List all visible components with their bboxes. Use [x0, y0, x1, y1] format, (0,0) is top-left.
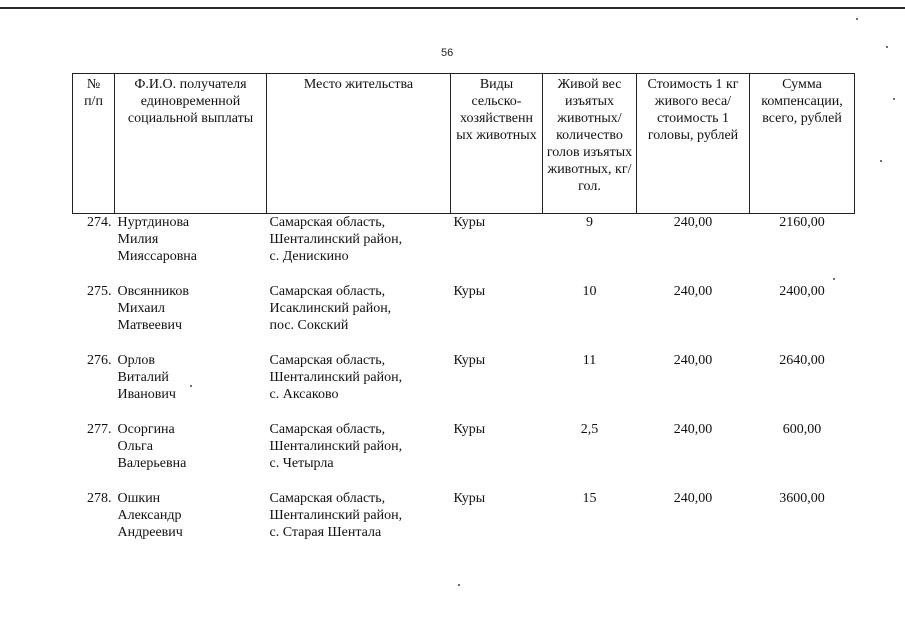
- recipient-name: Ошкин Александр Андреевич: [117, 491, 183, 540]
- scan-speck: [833, 278, 835, 280]
- recipient-name: Нуртдинова Милия Мияссаровна: [117, 215, 198, 264]
- residence: Самарская область, Шенталинский район, с. Денискино: [269, 215, 403, 264]
- recipient-name: Осоргина Ольга Валерьевна: [117, 422, 187, 471]
- page-number: 56: [441, 47, 454, 59]
- residence: Самарская область, Шенталинский район, с. Четырла: [269, 422, 403, 471]
- live-weight: 2,5: [580, 422, 599, 437]
- scan-speck: [190, 385, 192, 387]
- scan-speck: [458, 584, 460, 586]
- animal-type: Куры: [453, 353, 486, 368]
- scan-speck: [856, 18, 858, 20]
- compensation-sum: 600,00: [782, 422, 822, 437]
- compensation-sum: 2160,00: [779, 215, 825, 230]
- live-weight: 11: [582, 353, 597, 368]
- unit-price: 240,00: [673, 353, 713, 368]
- row-number: 274.: [87, 215, 112, 230]
- live-weight: 10: [582, 284, 597, 299]
- unit-price: 240,00: [673, 215, 713, 230]
- recipient-name: Орлов Виталий Иванович: [117, 353, 176, 402]
- unit-price: 240,00: [673, 284, 713, 299]
- header-live-weight: Живой вес изъятых животных/ количество голов изъятых животных, кг/гол.: [543, 74, 637, 214]
- header-residence: Место жительства: [267, 74, 451, 214]
- compensation-sum: 2400,00: [779, 284, 825, 299]
- header-number: № п/п: [73, 74, 115, 214]
- header-animal-type: Виды сельско-хозяйственн ых животных: [451, 74, 543, 214]
- header-recipient-name: Ф.И.О. получателя единовременной социальной выплаты: [115, 74, 267, 214]
- animal-type: Куры: [453, 284, 486, 299]
- residence: Самарская область, Исаклинский район, пос. Сокский: [269, 284, 392, 333]
- row-number: 277.: [87, 422, 112, 437]
- scan-speck: [880, 160, 882, 162]
- header-unit-price: Стоимость 1 кг живого веса/стоимость 1 головы, рублей: [637, 74, 750, 214]
- row-number: 276.: [87, 353, 112, 368]
- table-row: [73, 490, 855, 559]
- recipient-name: Овсянников Михаил Матвеевич: [117, 284, 189, 333]
- compensation-table: [72, 73, 855, 559]
- live-weight: 9: [586, 215, 593, 230]
- residence: Самарская область, Шенталинский район, с. Старая Шентала: [269, 491, 403, 540]
- table-row: [73, 421, 855, 490]
- residence: Самарская область, Шенталинский район, с. Аксаково: [269, 353, 403, 402]
- scan-speck: [886, 46, 888, 48]
- scan-border-line: [0, 7, 905, 9]
- table-row: [73, 283, 855, 352]
- animal-type: Куры: [453, 491, 486, 506]
- unit-price: 240,00: [673, 491, 713, 506]
- animal-type: Куры: [453, 215, 486, 230]
- live-weight: 15: [582, 491, 597, 506]
- row-number: 278.: [87, 491, 112, 506]
- table-row: [73, 214, 855, 284]
- scan-speck: [893, 98, 895, 100]
- compensation-sum: 3600,00: [779, 491, 825, 506]
- unit-price: 240,00: [673, 422, 713, 437]
- row-number: 275.: [87, 284, 112, 299]
- compensation-sum: 2640,00: [779, 353, 825, 368]
- table-header-row: [73, 74, 855, 214]
- header-compensation-sum: Сумма компенсации, всего, рублей: [750, 74, 855, 214]
- animal-type: Куры: [453, 422, 486, 437]
